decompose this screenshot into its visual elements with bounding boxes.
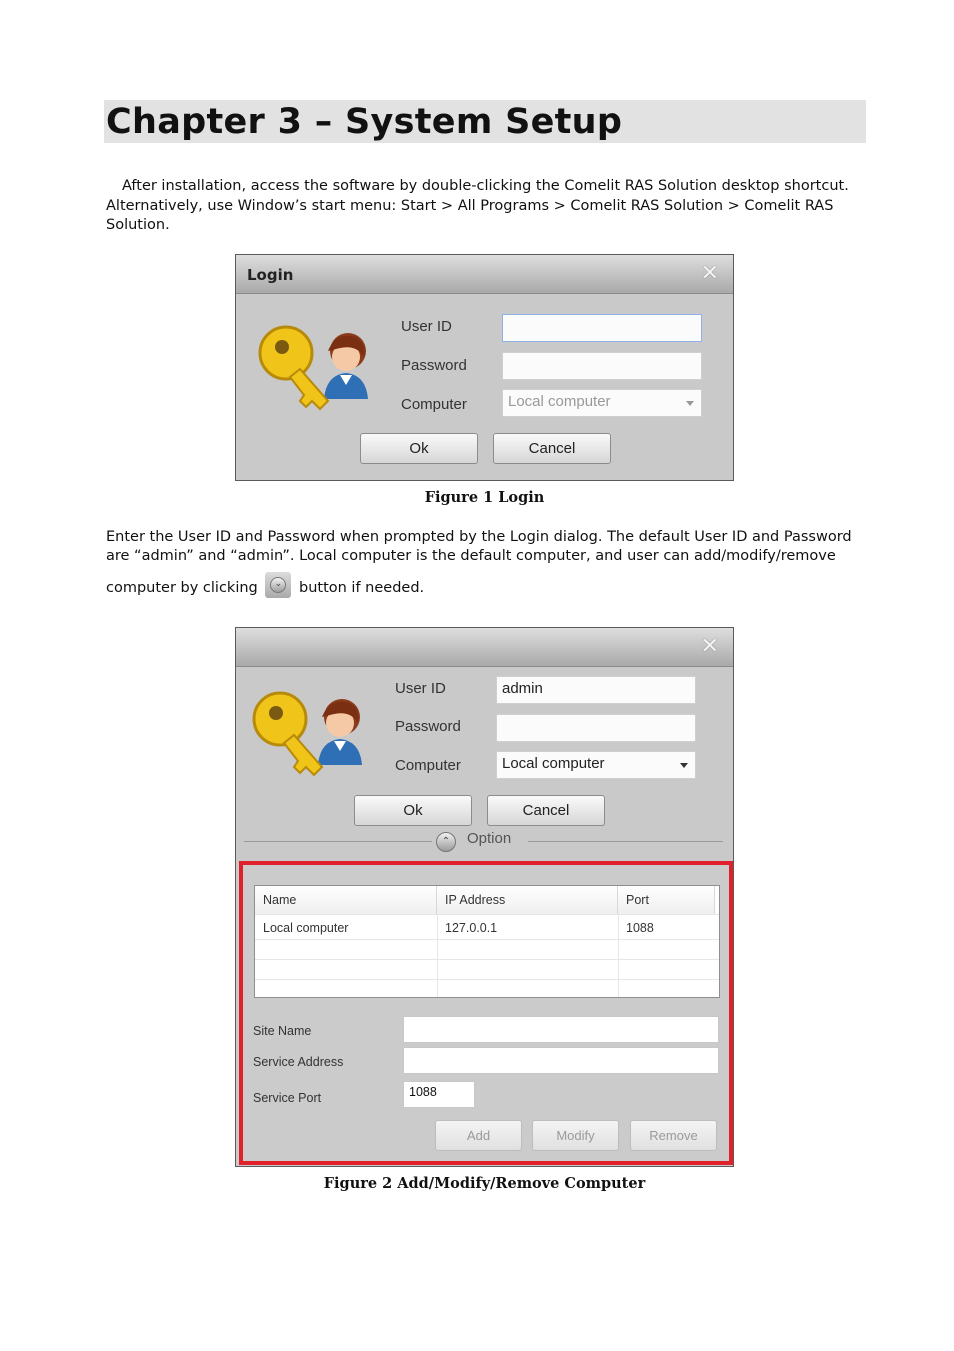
- ok-button[interactable]: Ok: [360, 433, 478, 464]
- table-cell-ip[interactable]: 127.0.0.1: [445, 921, 498, 935]
- close-icon[interactable]: ✕: [700, 634, 719, 659]
- user-id-input[interactable]: admin: [496, 676, 696, 704]
- option-divider-left: [244, 841, 432, 842]
- close-icon[interactable]: ✕: [700, 261, 719, 286]
- service-address-label: Service Address: [253, 1055, 344, 1069]
- paragraph2-text-after: button if needed.: [298, 580, 425, 596]
- table-header-ip[interactable]: IP Address: [437, 886, 618, 914]
- paragraph2-text-before: computer by clicking: [106, 580, 258, 596]
- cancel-button[interactable]: Cancel: [487, 795, 605, 826]
- figure2-caption: Figure 2 Add/Modify/Remove Computer: [323, 1175, 646, 1192]
- figure1-caption: Figure 1 Login: [424, 489, 545, 506]
- password-label: Password: [395, 718, 461, 735]
- computer-label: Computer: [395, 757, 461, 774]
- chevron-down-icon: [680, 763, 688, 768]
- computer-management-panel: [239, 861, 733, 1165]
- collapse-option-icon[interactable]: ⌃: [436, 832, 456, 852]
- chevron-down-icon: ⌄: [270, 577, 286, 593]
- intro-paragraph: After installation, access the software by double-clicking the Comelit RAS Solution desktop shortcut. Alternatively, use Window’s start menu: Start > All Programs > Comelit RAS Solution > Comelit RAS Solution.: [106, 178, 849, 233]
- computer-select-value: Local computer: [508, 393, 611, 410]
- user-id-label: User ID: [401, 318, 452, 335]
- table-header-port[interactable]: Port: [618, 886, 715, 914]
- chapter-title: Chapter 3 – System Setup: [106, 102, 623, 142]
- login-dialog-figure1: [235, 254, 734, 481]
- paragraph2-line2: are “admin” and “admin”. Local computer is the default computer, and user can add/modify/remove: [106, 548, 836, 564]
- table-header-name[interactable]: Name: [255, 886, 437, 914]
- computer-table: [254, 885, 720, 998]
- user-id-label: User ID: [395, 680, 446, 697]
- chevron-down-icon: [686, 401, 694, 406]
- key-user-icon: [256, 317, 376, 417]
- password-input[interactable]: [496, 714, 696, 742]
- service-address-input[interactable]: [403, 1047, 719, 1074]
- computer-label: Computer: [401, 396, 467, 413]
- option-label: Option: [467, 830, 512, 847]
- ok-button[interactable]: Ok: [354, 795, 472, 826]
- dialog-titlebar: [236, 255, 733, 294]
- table-cell-port[interactable]: 1088: [626, 921, 654, 935]
- add-button[interactable]: Add: [435, 1120, 522, 1151]
- service-port-label: Service Port: [253, 1091, 322, 1105]
- password-input[interactable]: [502, 352, 702, 380]
- computer-select-value: Local computer: [502, 755, 605, 772]
- user-id-input[interactable]: [502, 314, 702, 342]
- password-label: Password: [401, 357, 467, 374]
- expand-option-button: [265, 572, 291, 598]
- site-name-label: Site Name: [253, 1024, 312, 1038]
- paragraph2-line3: [106, 572, 856, 599]
- dialog-title: Login: [247, 266, 294, 284]
- paragraph2-line1: Enter the User ID and Password when prompted by the Login dialog. The default User ID and Password: [106, 529, 852, 545]
- service-port-input[interactable]: 1088: [403, 1081, 475, 1108]
- key-user-icon: [250, 683, 370, 783]
- computer-select[interactable]: [502, 389, 702, 417]
- site-name-input[interactable]: [403, 1016, 719, 1043]
- cancel-button[interactable]: Cancel: [493, 433, 611, 464]
- dialog-titlebar: [236, 628, 733, 667]
- table-cell-name[interactable]: Local computer: [263, 921, 349, 935]
- option-divider-right: [528, 841, 723, 842]
- login-dialog-figure2: [235, 627, 734, 1167]
- computer-select[interactable]: [496, 751, 696, 779]
- remove-button[interactable]: Remove: [630, 1120, 717, 1151]
- modify-button[interactable]: Modify: [532, 1120, 619, 1151]
